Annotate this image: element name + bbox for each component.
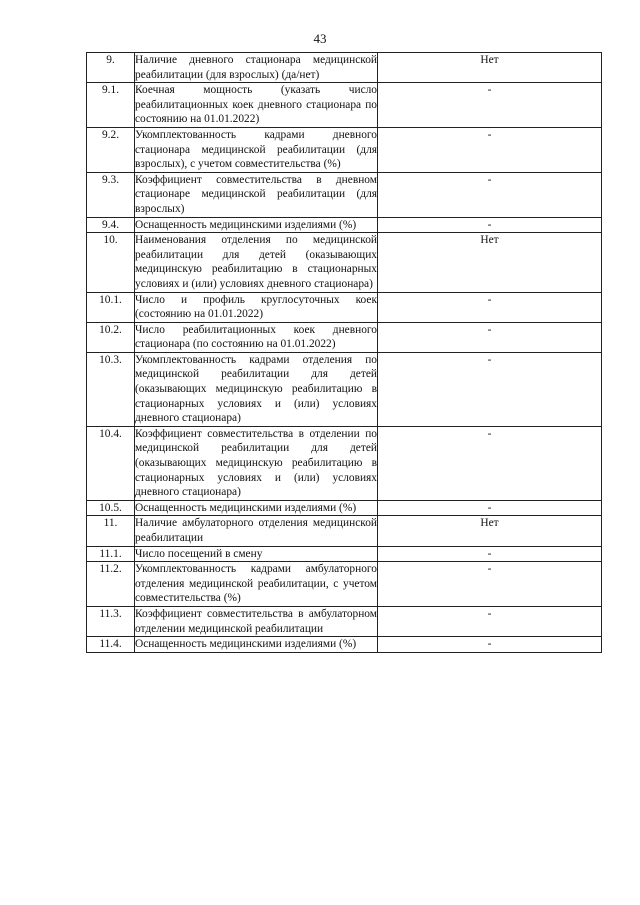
- table-row: [87, 516, 602, 546]
- row-value: -: [487, 563, 492, 576]
- table-row: [87, 637, 602, 653]
- row-number-cell: [87, 562, 135, 607]
- table-row: [87, 352, 602, 426]
- row-value: -: [487, 84, 492, 97]
- row-number: 11.2.: [99, 563, 122, 576]
- row-name-cell: [135, 172, 378, 217]
- row-number: 10.4.: [99, 427, 122, 440]
- row-number: 9.1.: [101, 84, 120, 97]
- row-name: Оснащенность медицинскими изделиями (%): [135, 218, 357, 231]
- row-name: Коэффициент совместительства в отделении по медицинской реабилитации для детей (оказывающих медицинскую реабилитацию в стационарных условиях и (или) условиях дневного стационара): [135, 427, 377, 499]
- table-row: [87, 426, 602, 500]
- row-number: 10.3.: [99, 353, 122, 366]
- row-name: Коэффициент совместительства в дневном стационаре медицинской реабилитации (для взрослых): [135, 173, 377, 215]
- row-value: -: [487, 173, 492, 186]
- row-number-cell: [87, 606, 135, 636]
- indicators-table: [86, 52, 602, 653]
- row-value-cell: [378, 292, 602, 322]
- row-number: 9.2.: [101, 128, 120, 141]
- row-name-cell: [135, 500, 378, 516]
- row-name-cell: [135, 637, 378, 653]
- row-value: -: [487, 353, 492, 366]
- row-value-cell: [378, 53, 602, 83]
- row-number: 10.2.: [99, 323, 122, 336]
- row-number-cell: [87, 352, 135, 426]
- row-number: 11.: [103, 517, 118, 530]
- row-value: -: [487, 501, 492, 514]
- row-number-cell: [87, 172, 135, 217]
- row-name-cell: [135, 53, 378, 83]
- row-number: 9.4.: [101, 218, 120, 231]
- table-row: [87, 322, 602, 352]
- row-number-cell: [87, 546, 135, 562]
- row-name: Укомплектованность кадрами отделения по медицинской реабилитации для детей (оказывающих медицинскую реабилитацию в стационарных условиях и (или) условиях дневного стационара): [135, 353, 377, 425]
- row-value-cell: [378, 562, 602, 607]
- table-row: [87, 233, 602, 292]
- row-value: -: [487, 638, 492, 651]
- table-body: [87, 53, 602, 653]
- row-name: Наименования отделения по медицинской реабилитации для детей (оказывающих медицинскую реабилитацию в стационарных условиях и (или) условиях дневного стационара): [135, 234, 377, 290]
- row-number-cell: [87, 53, 135, 83]
- row-number-cell: [87, 233, 135, 292]
- row-value-cell: [378, 426, 602, 500]
- row-value-cell: [378, 516, 602, 546]
- row-name-cell: [135, 352, 378, 426]
- row-number: 11.3.: [99, 607, 122, 620]
- row-number-cell: [87, 322, 135, 352]
- row-name: Коечная мощность (указать число реабилитационных коек дневного стационара по состоянию на 01.01.2022): [135, 84, 377, 126]
- row-value-cell: [378, 217, 602, 233]
- row-number: 9.3.: [101, 173, 120, 186]
- row-name-cell: [135, 516, 378, 546]
- row-name-cell: [135, 217, 378, 233]
- row-name-cell: [135, 606, 378, 636]
- row-number: 10.1.: [99, 293, 122, 306]
- row-name-cell: [135, 127, 378, 172]
- row-name-cell: [135, 562, 378, 607]
- row-number: 10.5.: [99, 501, 122, 514]
- row-value: -: [487, 547, 492, 560]
- row-number-cell: [87, 516, 135, 546]
- row-name: Число посещений в смену: [135, 547, 263, 560]
- row-number-cell: [87, 217, 135, 233]
- table-row: [87, 172, 602, 217]
- row-value: Нет: [480, 54, 499, 66]
- row-number-cell: [87, 83, 135, 128]
- row-name: Число реабилитационных коек дневного стационара (по состоянию на 01.01.2022): [135, 323, 377, 351]
- row-value-cell: [378, 606, 602, 636]
- row-name-cell: [135, 426, 378, 500]
- row-number-cell: [87, 292, 135, 322]
- row-number: 11.4.: [99, 638, 122, 651]
- row-value: -: [487, 128, 492, 141]
- table-row: [87, 53, 602, 83]
- row-number: 9.: [106, 54, 115, 66]
- table-row: [87, 217, 602, 233]
- row-value-cell: [378, 637, 602, 653]
- row-value-cell: [378, 83, 602, 128]
- table-row: [87, 127, 602, 172]
- row-value-cell: [378, 322, 602, 352]
- table-row: [87, 292, 602, 322]
- row-number-cell: [87, 127, 135, 172]
- row-value-cell: [378, 172, 602, 217]
- page-number: 43: [313, 31, 327, 46]
- table-row: [87, 546, 602, 562]
- row-value-cell: [378, 352, 602, 426]
- row-name: Наличие амбулаторного отделения медицинской реабилитации: [135, 517, 377, 544]
- row-name: Оснащенность медицинскими изделиями (%): [135, 501, 357, 514]
- row-name: Укомплектованность кадрами амбулаторного отделения медицинской реабилитации, с учетом совместительства (%): [135, 563, 377, 605]
- row-number-cell: [87, 637, 135, 653]
- row-value-cell: [378, 546, 602, 562]
- row-value: Нет: [480, 517, 499, 530]
- row-name-cell: [135, 233, 378, 292]
- row-name-cell: [135, 546, 378, 562]
- row-number-cell: [87, 426, 135, 500]
- row-value: -: [487, 293, 492, 306]
- row-name: Укомплектованность кадрами дневного стационара медицинской реабилитации (для взрослых), с учетом совместительства (%): [135, 128, 377, 171]
- row-value-cell: [378, 233, 602, 292]
- row-value-cell: [378, 500, 602, 516]
- table-row: [87, 606, 602, 636]
- table-row: [87, 562, 602, 607]
- row-number: 11.1.: [99, 547, 122, 560]
- row-name-cell: [135, 83, 378, 128]
- row-value: -: [487, 323, 492, 336]
- row-number-cell: [87, 500, 135, 516]
- row-name: Число и профиль круглосуточных коек (состоянию на 01.01.2022): [135, 293, 377, 321]
- row-name: Наличие дневного стационара медицинской реабилитации (для взрослых) (да/нет): [135, 54, 377, 81]
- row-value-cell: [378, 127, 602, 172]
- table-row: [87, 500, 602, 516]
- row-name-cell: [135, 292, 378, 322]
- row-name: Оснащенность медицинскими изделиями (%): [135, 638, 357, 651]
- row-value: -: [487, 607, 492, 620]
- row-value: -: [487, 218, 492, 231]
- row-number: 10.: [103, 234, 118, 247]
- row-name-cell: [135, 322, 378, 352]
- row-value: Нет: [480, 234, 499, 247]
- row-name: Коэффициент совместительства в амбулаторном отделении медицинской реабилитации: [135, 607, 377, 635]
- table-row: [87, 83, 602, 128]
- row-value: -: [487, 427, 492, 440]
